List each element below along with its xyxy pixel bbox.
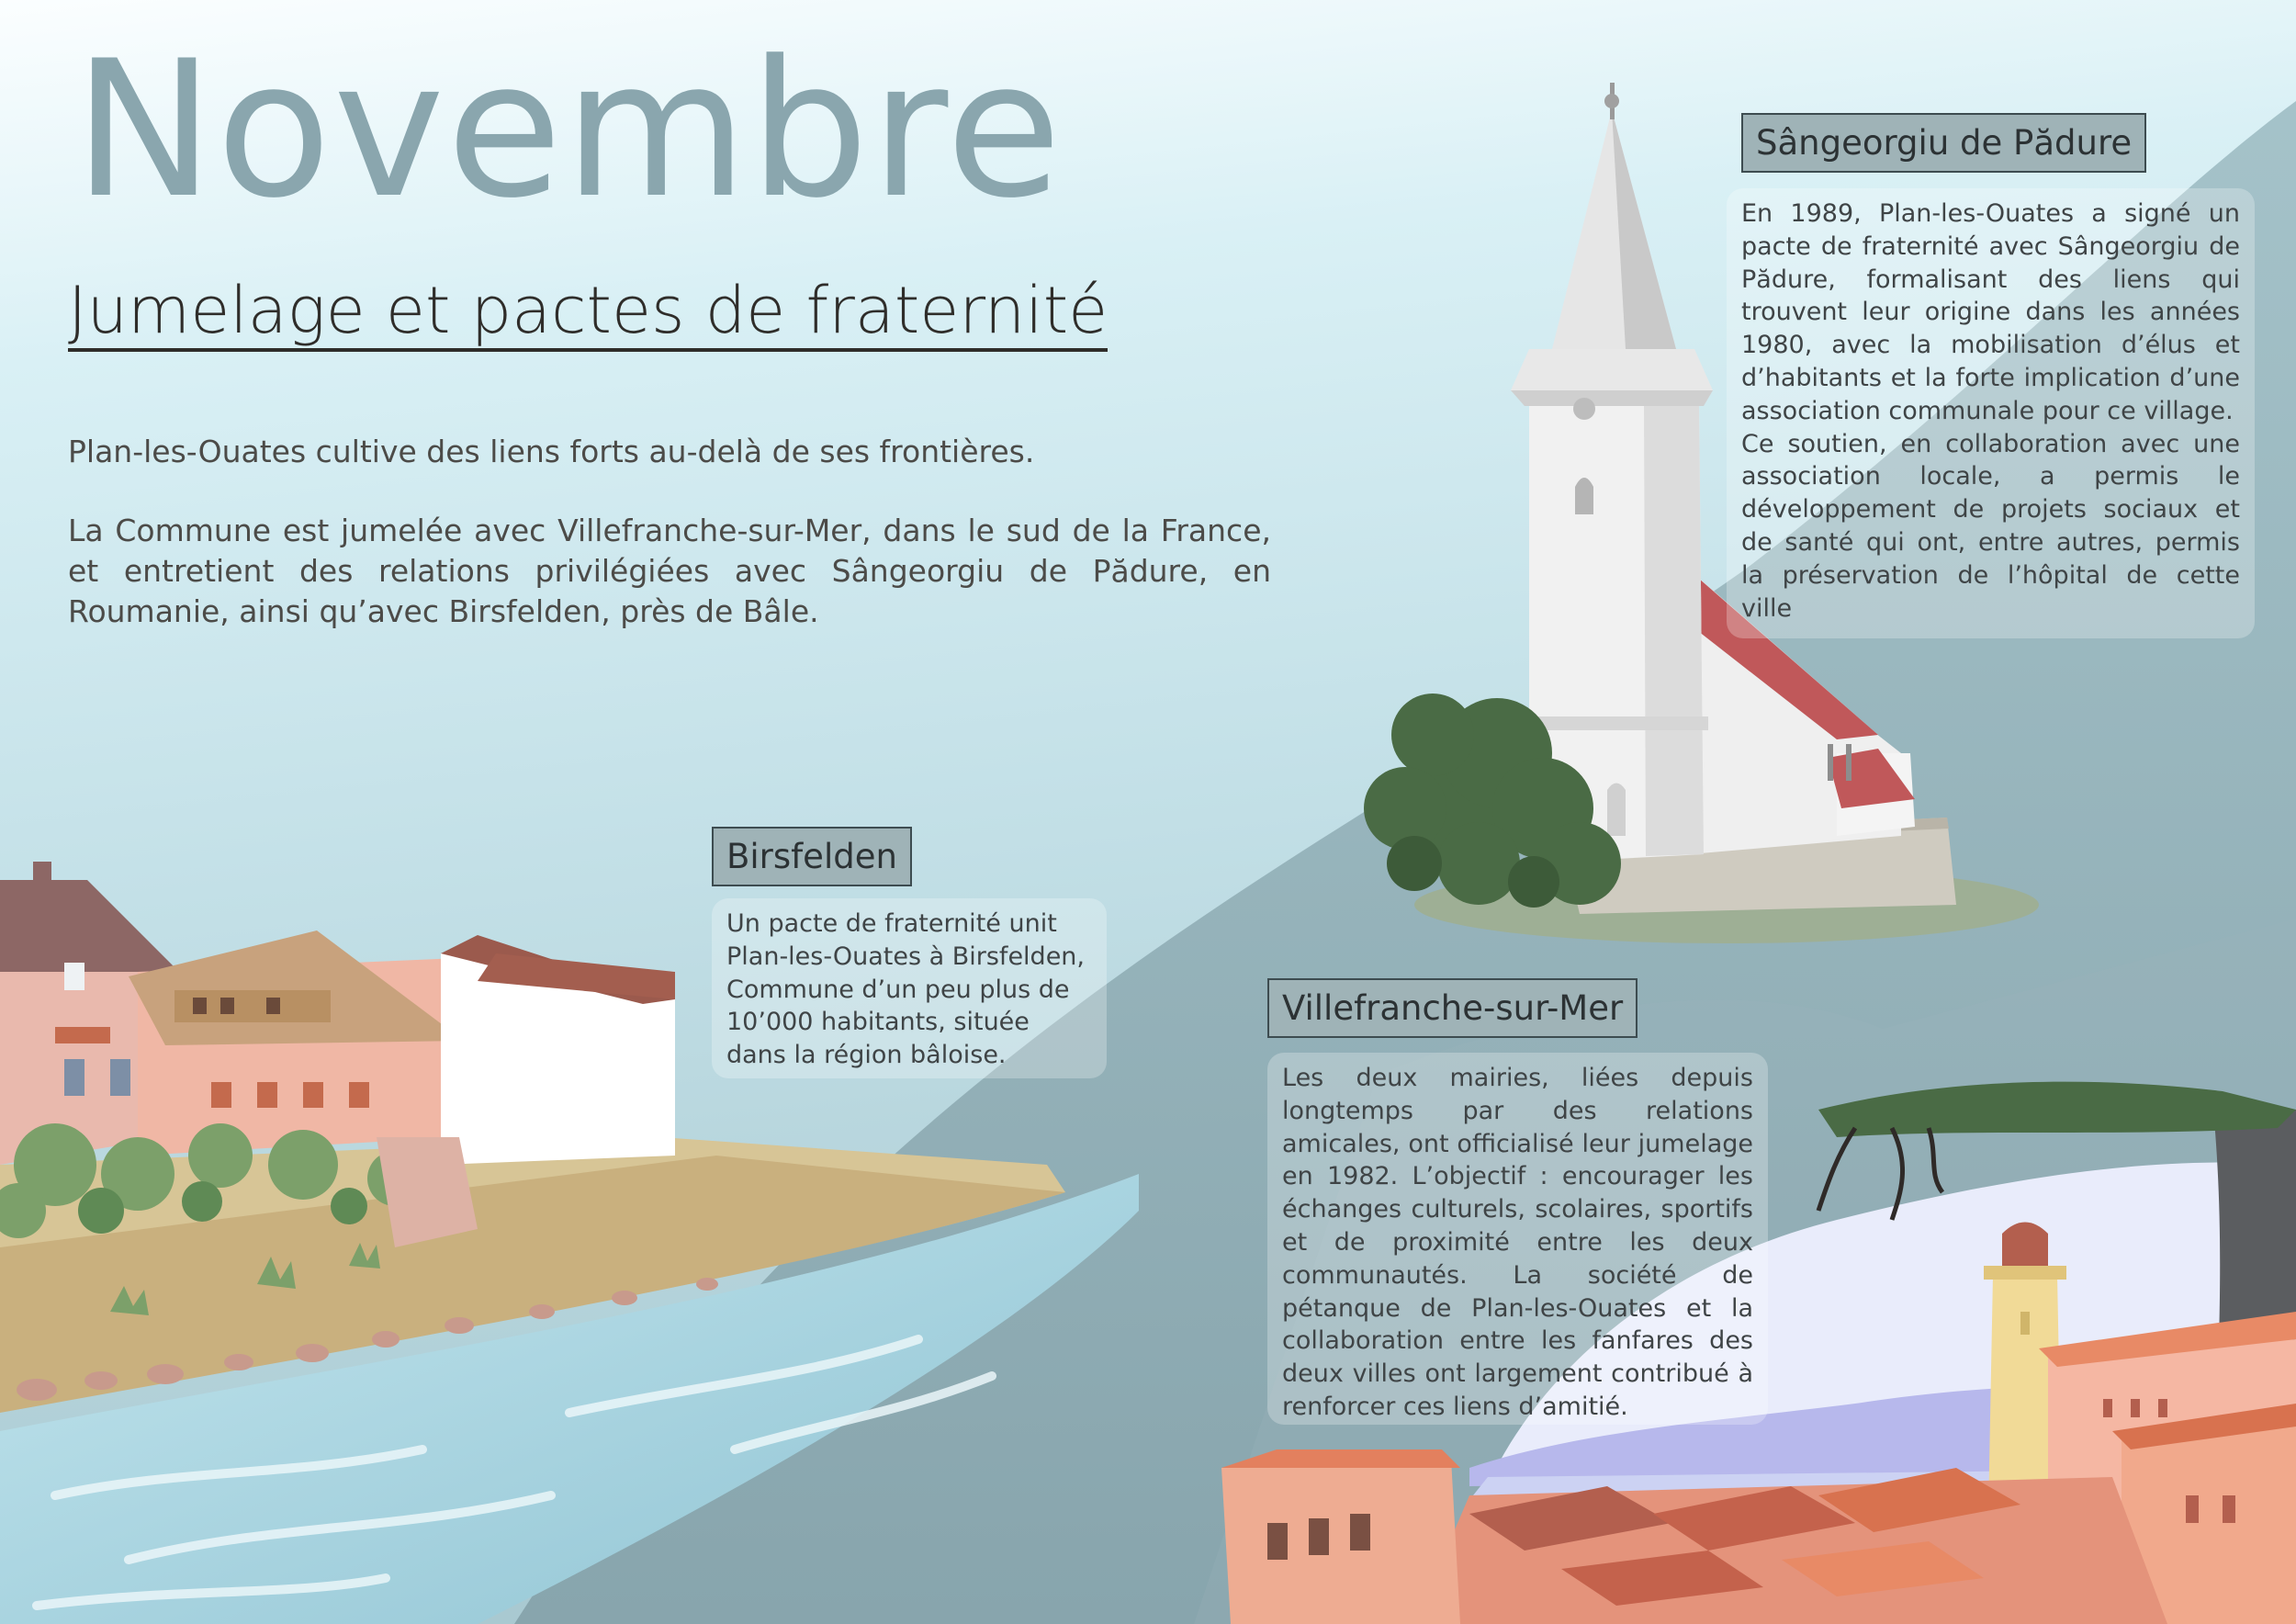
birsfelden-text-box — [712, 898, 1107, 1078]
sangeorgiu-label: Sângeorgiu de Pădure — [1741, 113, 2146, 173]
villefranche-text-box — [1267, 1053, 1768, 1425]
villefranche-label: Villefranche-sur-Mer — [1267, 978, 1638, 1038]
sangeorgiu-text-box — [1727, 188, 2255, 638]
page-subtitle: Jumelage et pactes de fraternité — [68, 276, 1108, 352]
intro-line: Plan-les-Ouates cultive des liens forts au-delà de ses frontières. — [68, 434, 1035, 469]
sangeorgiu-paragraph-2: Ce soutien, en collaboration avec une association locale, a permis le développement de projets sociaux et de santé qui ont, entre autres, permis la préservation de l’hôpital de cette ville — [1741, 429, 2240, 623]
intro-paragraph: La Commune est jumelée avec Villefranche-sur-Mer, dans le sud de la France, et entretient des relations privilégiées avec Sângeorgiu de Pădure, en Roumanie, ainsi qu’avec Birsfelden, près de Bâle. — [68, 513, 1271, 629]
villefranche-text: Les deux mairies, liées depuis longtemps par des relations amicales, ont officialisé leur jumelage en 1982. L’objectif : encourager les échanges culturels, scolaires, sportifs et de proximité entre les deux communautés. La société de pétanque de Plan-les-Ouates et la collaboration entre les fanfares des deux villes ont largement contribué à renforcer ces liens d’amitié. — [1282, 1064, 1753, 1421]
sangeorgiu-paragraph-1: En 1989, Plan-les-Ouates a signé un pacte de fraternité avec Sângeorgiu de Pădure, formalisant des liens qui trouvent leur origine dans les années 1980, avec la mobilisation d’élus et d’habitants et la forte implication d’une association communale pour ce village. — [1741, 199, 2240, 425]
birsfelden-label: Birsfelden — [712, 827, 912, 886]
page-title: Novembre — [73, 21, 1064, 240]
birsfelden-text: Un pacte de fraternité unit Plan-les-Ouates à Birsfelden, Commune d’un peu plus de 10’000 habitants, située dans la région bâloise. — [726, 909, 1085, 1070]
